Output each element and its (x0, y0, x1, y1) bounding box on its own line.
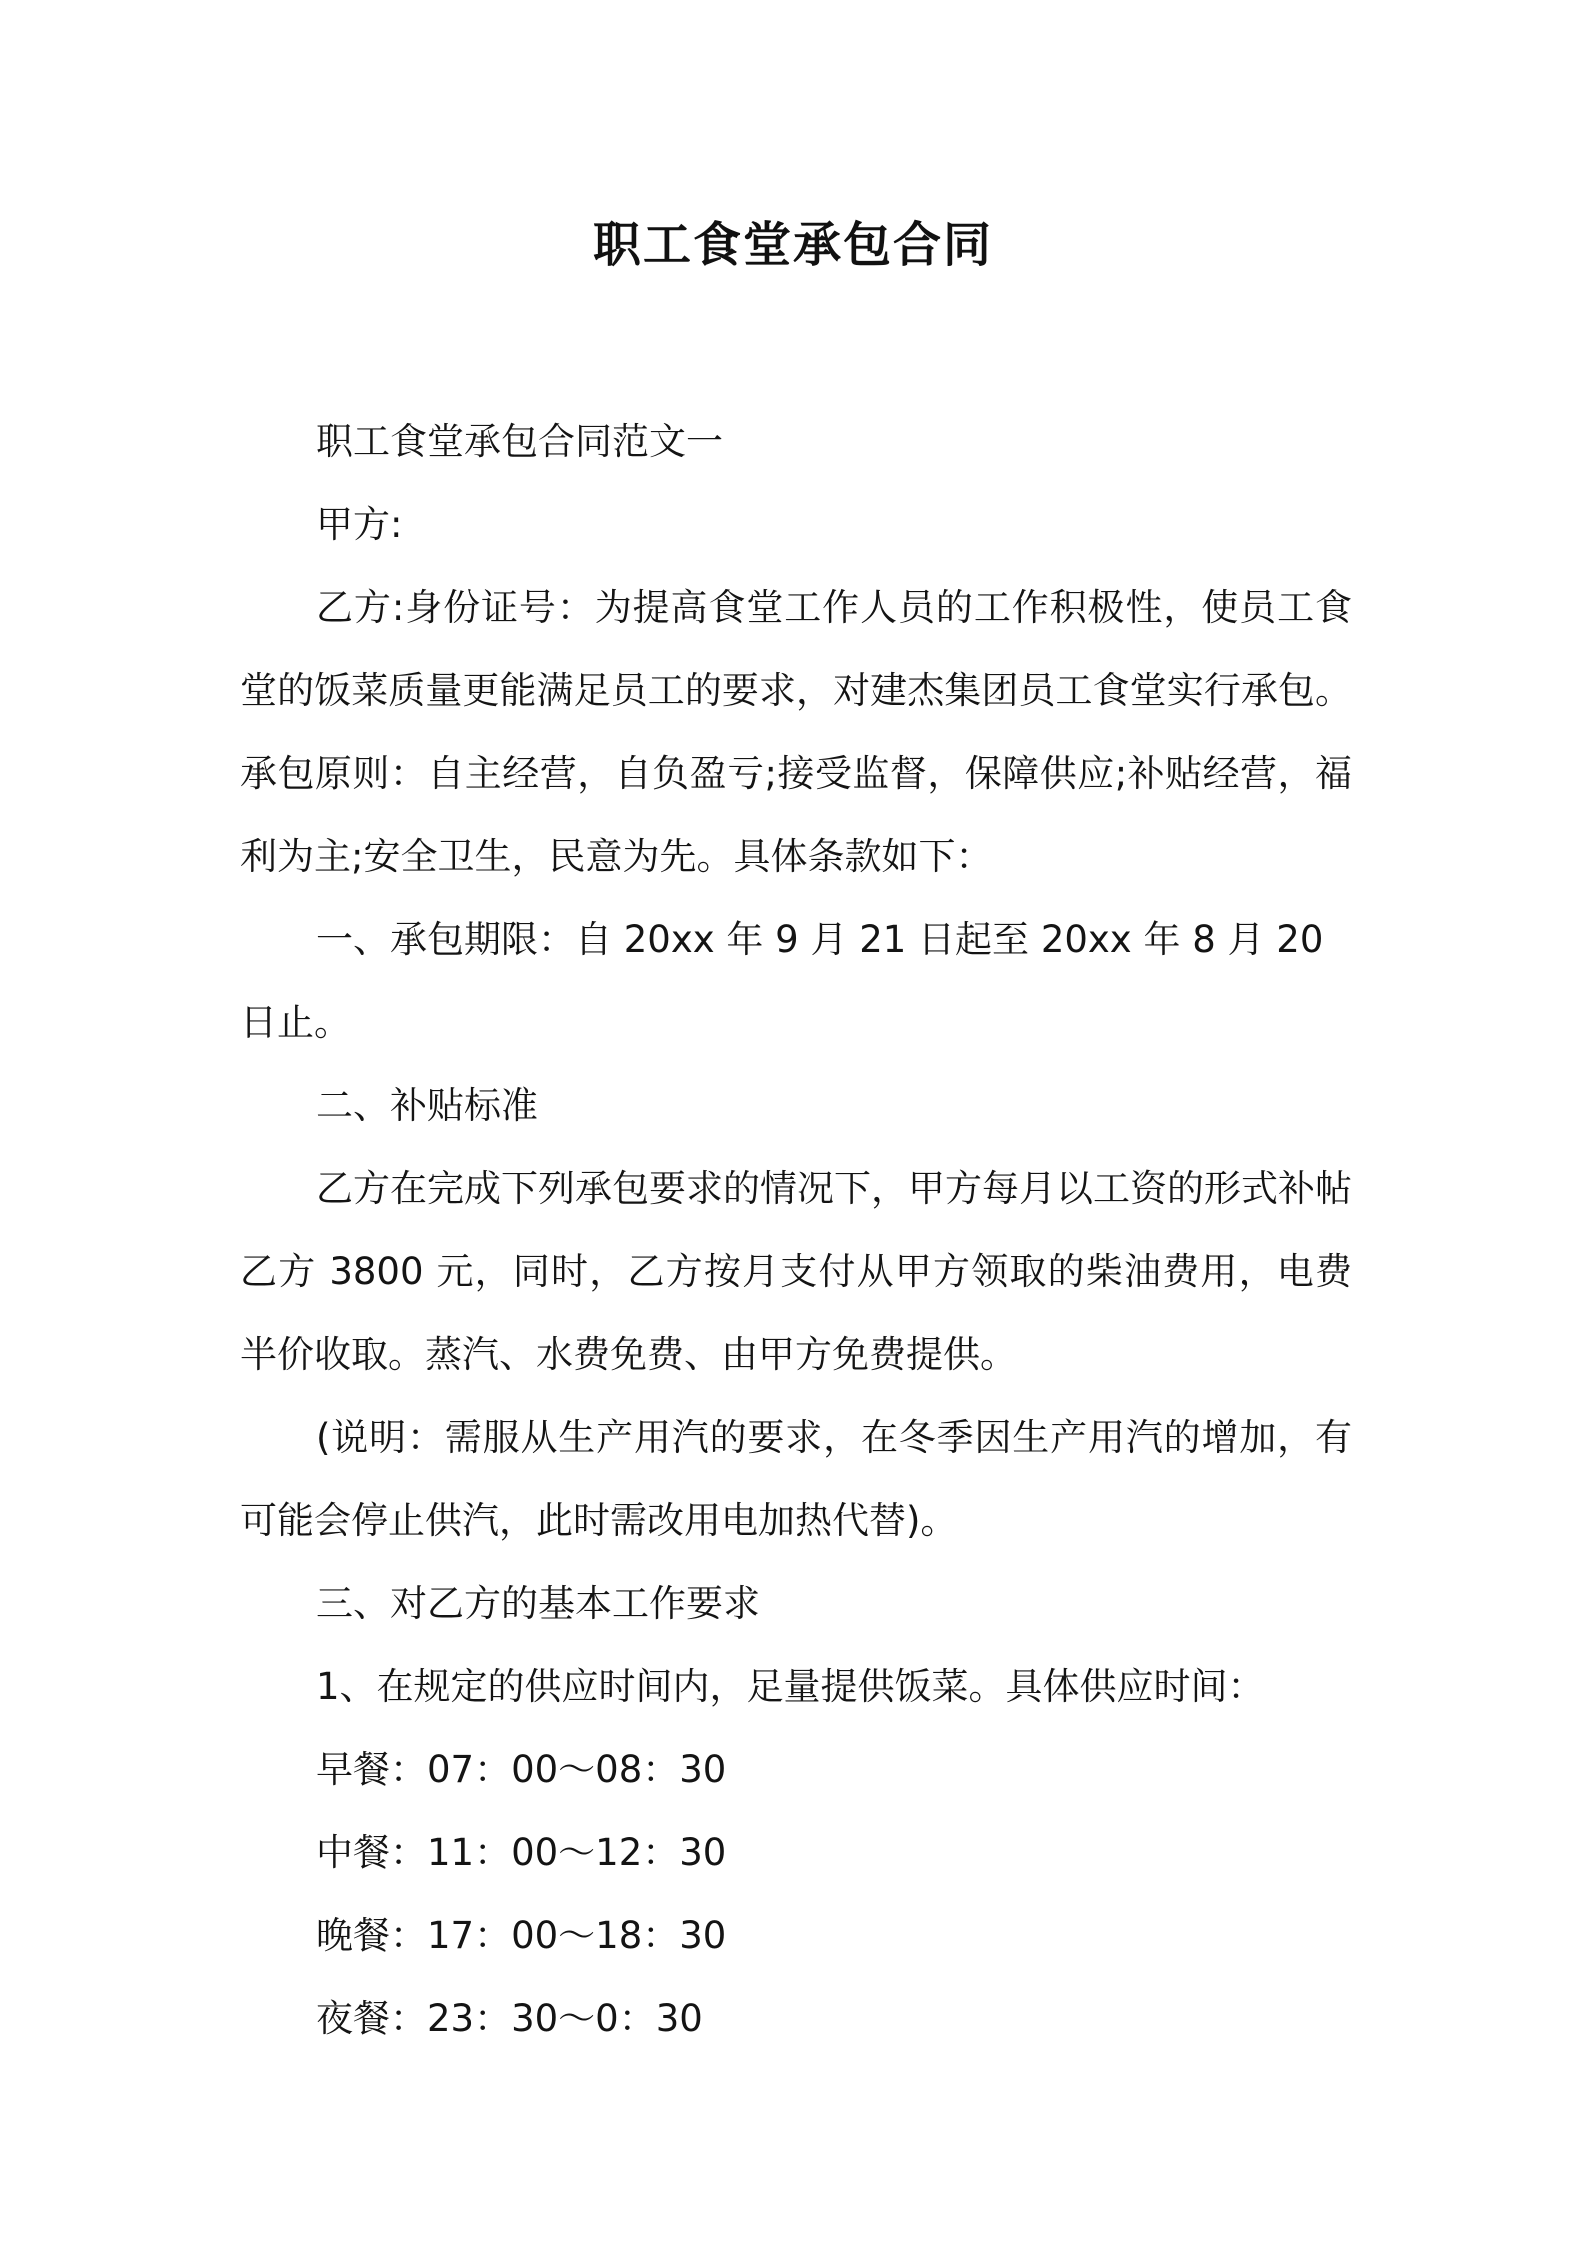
paragraph-party-b: 乙方:身份证号：为提高食堂工作人员的工作积极性，使员工食堂的饭菜质量更能满足员工的要求，对建杰集团员工食堂实行承包。承包原则：自主经营，自负盈亏;接受监督，保障供应;补贴经营，福利为主;安全卫生，民意为先。具体条款如下： (240, 586, 1352, 878)
paragraph-note: (说明：需服从生产用汽的要求，在冬季因生产用汽的增加，有可能会停止供汽，此时需改用电加热代替)。 (240, 1416, 1352, 1542)
document-body (240, 400, 1352, 2060)
paragraph-lunch-time: 中餐：11：00～12：30 (316, 1831, 727, 1874)
paragraph-breakfast-time: 早餐：07：00～08：30 (316, 1748, 727, 1791)
paragraph-night-meal-time: 夜餐：23：30～0：30 (316, 1997, 703, 2040)
paragraph-requirements-heading: 三、对乙方的基本工作要求 (316, 1582, 760, 1625)
paragraph-subsidy-body: 乙方在完成下列承包要求的情况下，甲方每月以工资的形式补帖乙方 3800 元，同时，乙方按月支付从甲方领取的柴油费用，电费半价收取。蒸汽、水费免费、由甲方免费提供。 (240, 1167, 1352, 1376)
paragraph-subsidy-heading: 二、补贴标准 (316, 1084, 538, 1127)
document-title: 职工食堂承包合同 (592, 217, 993, 273)
paragraph-term: 一、承包期限：自 20xx 年 9 月 21 日起至 20xx 年 8 月 20 日止。 (240, 918, 1324, 1044)
paragraph-requirement-1: 1、在规定的供应时间内，足量提供饭菜。具体供应时间： (316, 1665, 1265, 1708)
paragraph-party-a: 甲方: (316, 503, 403, 546)
paragraph-subtitle: 职工食堂承包合同范文一 (316, 420, 723, 463)
paragraph-dinner-time: 晚餐：17：00～18：30 (316, 1914, 727, 1957)
